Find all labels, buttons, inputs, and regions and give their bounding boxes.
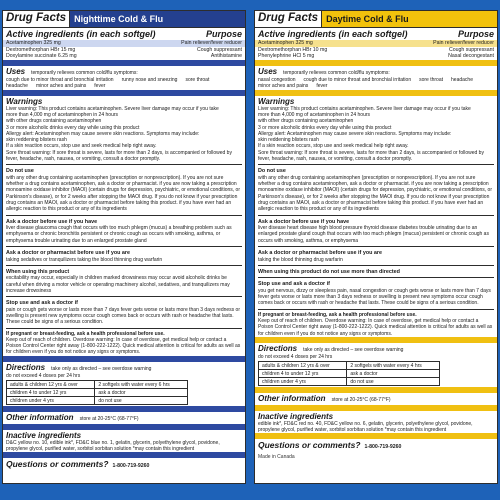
divider bbox=[6, 215, 242, 216]
divider bbox=[258, 246, 494, 247]
ask-doctor-heading: Ask a doctor before use if you have bbox=[6, 218, 98, 225]
allergy-end: If a skin reaction occurs, stop use and seek medical help right away. bbox=[6, 143, 157, 150]
table-cell: ask a doctor bbox=[95, 389, 188, 397]
nighttime-drug-facts-panel bbox=[2, 10, 246, 484]
directions-heading: Directions bbox=[6, 362, 46, 372]
uses-item: minor aches and pains bbox=[258, 83, 309, 90]
divider bbox=[258, 309, 494, 310]
ingredient-name: Dextromethorphan HBr 10 mg bbox=[258, 46, 328, 53]
uses-section bbox=[3, 66, 245, 77]
warnings-heading: Warnings bbox=[258, 96, 295, 106]
liver-item: with other drugs containing acetaminophen bbox=[6, 118, 102, 125]
title-row bbox=[255, 11, 497, 28]
stop-use-text: pain or cough gets worse or lasts more than 7 days fever gets worse or lasts more than 3 days redness or swelling is present new symptoms occur cough comes back or occurs with rash or headache that lasts. These could be signs of a serious condition. bbox=[6, 306, 241, 326]
table-cell: do not use bbox=[347, 378, 440, 386]
uses-item: sore throat bbox=[419, 77, 444, 84]
table-cell: children 4 to under 12 yrs bbox=[7, 389, 95, 397]
ingredient-purpose: Pain reliever/fever reducer bbox=[181, 40, 242, 46]
ingredient-name: Doxylamine succinate 6.25 mg bbox=[6, 53, 77, 60]
questions-section bbox=[3, 458, 245, 470]
questions-phone: 1-800-719-9260 bbox=[112, 463, 150, 470]
directions-table bbox=[258, 361, 440, 386]
allergy-alert: Allergy alert: Acetaminophen may cause severe skin reactions. Symptoms may include: bbox=[6, 130, 200, 137]
when-using-heading: When using this product bbox=[6, 268, 70, 275]
table-row bbox=[259, 378, 440, 386]
divider bbox=[6, 296, 242, 297]
uses-item: headache bbox=[451, 77, 473, 84]
table-row bbox=[259, 362, 440, 370]
active-label: Active ingredients (in each softgel) bbox=[258, 29, 408, 39]
divider bbox=[6, 265, 242, 266]
ask-doctor-text: liver disease glaucoma cough that occurs with too much phlegm (mucus) a breathing problem such as emphysema or chronic bronchitis persistent or chronic cough as occurs with smoking, asthma, or emphysema trouble urinating due to an enlarged prostate gland bbox=[6, 225, 232, 244]
other-info-text: store at 20-25°C (68-77°F) bbox=[331, 397, 391, 404]
ingredient-purpose: Cough suppressant bbox=[449, 46, 494, 53]
table-cell: children under 4 yrs bbox=[259, 378, 347, 386]
pregnant-warning: If pregnant or breast-feeding, ask a health professional before use. bbox=[258, 311, 417, 318]
inactive-text: D&C yellow no. 10, edible ink*, FD&C blue no. 1, gelatin, glycerin, polyethylene glycol, povidone, propylene glycol, purified water, sorbitol sorbitan solution *may contain this ingredient bbox=[6, 439, 220, 452]
ingredient-row bbox=[255, 53, 497, 60]
directions-text: take only as directed – see overdose warning bbox=[51, 365, 152, 372]
sore-throat-warning: Sore throat warning: If sore throat is severe, lasts for more than 2 days, is accompanied or followed by fever, headache, rash, nausea, or vomiting, consult a doctor promptly. bbox=[6, 149, 232, 163]
ingredient-purpose: Antihistamine bbox=[210, 53, 242, 60]
warnings-heading: Warnings bbox=[6, 96, 43, 106]
table-cell: children under 4 yrs bbox=[7, 397, 95, 405]
uses-item: fever bbox=[94, 83, 106, 90]
divider bbox=[258, 164, 494, 165]
ingredient-row bbox=[3, 53, 245, 60]
liver-item: more than 4,000 mg of acetaminophen in 24 hours bbox=[6, 111, 119, 118]
product-title: Daytime Cold & Flu bbox=[322, 11, 497, 27]
liver-warning: Liver warning: This product contains acetaminophen. Severe liver damage may occur if you take bbox=[258, 105, 471, 112]
other-info-heading: Other information bbox=[258, 394, 326, 404]
stop-use-text: you get nervous, dizzy or sleepless pain, nasal congestion or cough gets worse or lasts more than 7 days fever gets worse or lasts more than 3 days redness or swelling is present new symptoms occur cough comes back or occurs with rash or headache that lasts. These could be signs of a serious condition. bbox=[258, 287, 491, 307]
uses-item: cough due to minor throat and bronchial irritation bbox=[303, 77, 412, 84]
uses-section bbox=[255, 66, 497, 77]
do-not-use-heading: Do not use bbox=[258, 168, 286, 175]
stop-use-heading: Stop use and ask a doctor if bbox=[6, 300, 78, 307]
ingredient-row bbox=[255, 47, 497, 54]
purpose-label: Purpose bbox=[457, 29, 494, 39]
directions-note: do not exceed 4 doses per 24 hrs bbox=[258, 354, 333, 361]
active-ingredients-header bbox=[255, 28, 497, 40]
drug-facts-title: Drug Facts bbox=[255, 11, 322, 27]
allergy-items: skin reddening blisters rash bbox=[6, 137, 67, 144]
table-cell: 2 softgels with water every 6 hrs bbox=[95, 381, 188, 389]
ask-pharmacist-text: taking the blood thinning drug warfarin bbox=[258, 256, 343, 263]
ingredient-name: Acetaminophen 325 mg bbox=[6, 40, 61, 46]
drug-facts-title: Drug Facts bbox=[3, 11, 70, 27]
uses-item: cough due to minor throat and bronchial irritation bbox=[6, 77, 114, 84]
directions-section bbox=[3, 362, 245, 373]
table-row bbox=[7, 381, 188, 389]
allergy-end: If a skin reaction occurs, stop use and seek medical help right away. bbox=[258, 143, 409, 150]
ask-pharmacist-heading: Ask a doctor or pharmacist before use if you are bbox=[6, 250, 131, 257]
liver-item: more than 4,000 mg of acetaminophen in 24 hours bbox=[258, 111, 371, 118]
made-in-label: Made in Canada bbox=[258, 453, 295, 460]
ingredient-name: Dextromethorphan HBr 15 mg bbox=[6, 46, 76, 53]
divider bbox=[6, 164, 242, 165]
ingredient-row bbox=[255, 40, 497, 47]
table-row bbox=[259, 370, 440, 378]
directions-table bbox=[6, 380, 188, 405]
liver-item: 3 or more alcoholic drinks every day while using this product bbox=[6, 124, 140, 131]
questions-heading: Questions or comments? bbox=[6, 459, 109, 470]
ingredient-purpose: Pain reliever/fever reducer bbox=[433, 40, 494, 46]
uses-list bbox=[255, 77, 497, 90]
stop-use-heading: Stop use and ask a doctor if bbox=[258, 281, 330, 288]
other-info-section bbox=[3, 412, 245, 423]
sore-throat-warning: Sore throat warning: If sore throat is severe, lasts for more than 2 days, is accompanied or followed by fever, headache, rash, nausea, or vomiting, consult a doctor promptly. bbox=[258, 149, 484, 163]
inactive-heading: Inactive ingredients bbox=[6, 430, 82, 440]
table-cell: ask a doctor bbox=[347, 370, 440, 378]
inactive-heading: Inactive ingredients bbox=[258, 411, 334, 421]
directions-note: do not exceed 4 doses per 24 hrs bbox=[6, 373, 81, 380]
active-ingredients-header bbox=[3, 28, 245, 40]
liver-item: 3 or more alcoholic drinks every day while using this product bbox=[258, 124, 392, 131]
other-info-section bbox=[255, 393, 497, 404]
allergy-items: skin reddening blisters rash bbox=[258, 137, 319, 144]
questions-phone: 1-800-719-9260 bbox=[364, 444, 402, 451]
uses-heading: Uses bbox=[6, 66, 26, 76]
title-row bbox=[3, 11, 245, 28]
daytime-drug-facts-panel bbox=[254, 10, 498, 484]
ingredient-purpose: Cough suppressant bbox=[197, 46, 242, 53]
table-cell: do not use bbox=[95, 397, 188, 405]
do-not-use-text: with any other drug containing acetaminophen (prescription or nonprescription). If you are not sure whether a drug contains acetaminophen, ask a doctor or pharmacist. if you are now taking a prescription monoamine oxidase inhibitor (MAOI) (certain drugs for depression, psychiatric, or emotional conditions, or Parkinson's disease), or for 2 weeks after stopping the MAOI drug. If you do not know if your prescription drug contains an MAOI, ask a doctor or pharmacist before taking this product. if you have ever had an allergic reaction to this product or any of its ingredients bbox=[258, 174, 492, 213]
questions-heading: Questions or comments? bbox=[258, 440, 361, 451]
uses-item: headache bbox=[6, 83, 28, 90]
ingredient-row bbox=[3, 40, 245, 47]
keep-out-warning: Keep out of reach of children. Overdose warning: In case of overdose, get medical help or contact a Poison Control Center right away (1-800-222-1222). Quick medical attention is critical for adults as well as for children even if you do not notice any signs or symptoms. bbox=[6, 336, 241, 356]
directions-text: take only as directed – see overdose warning bbox=[303, 346, 404, 353]
uses-item: fever bbox=[316, 83, 328, 90]
ingredient-name: Phenylephrine HCl 5 mg bbox=[258, 53, 315, 60]
active-label: Active ingredients (in each softgel) bbox=[6, 29, 156, 39]
do-not-use-heading: Do not use bbox=[6, 168, 34, 175]
uses-item: minor aches and pains bbox=[35, 83, 87, 90]
directions-heading: Directions bbox=[258, 343, 298, 353]
divider bbox=[258, 265, 494, 266]
uses-list bbox=[3, 77, 245, 90]
ask-pharmacist-heading: Ask a doctor or pharmacist before use if you are bbox=[258, 250, 383, 257]
do-not-use-text: with any other drug containing acetaminophen (prescription or nonprescription). If you are not sure whether a drug contains acetaminophen, ask a doctor or pharmacist. if you are now taking a prescription monoamine oxidase inhibitor (MAOI) (certain drugs for depression, psychiatric, or emotional conditions, or Parkinson's disease), or for 2 weeks after stopping the MAOI drug. If you do not know if your prescription drug contains an MAOI, ask a doctor or pharmacist before taking this product. if you have ever had an allergic reaction to this product or any of its ingredients bbox=[6, 174, 240, 213]
pregnant-warning: If pregnant or breast-feeding, ask a health professional before use. bbox=[6, 330, 165, 337]
keep-out-warning: Keep out of reach of children. Overdose warning: In case of overdose, get medical help or contact a Poison Control Center right away (1-800-222-1222). Quick medical attention is critical for adults as well as for children even if you do not notice any signs or symptoms. bbox=[258, 318, 493, 337]
liver-item: with other drugs containing acetaminophen bbox=[258, 118, 354, 125]
divider bbox=[6, 246, 242, 247]
table-cell: 2 softgels with water every 4 hrs bbox=[347, 362, 440, 370]
questions-section bbox=[255, 439, 497, 451]
inactive-text: edible ink*, FD&C red no. 40, FD&C yellow no. 6, gelatin, glycerin, polyethylene glycol, povidone, propylene glycol, purified water, sorbitol sorbitan solution *may contain this ingredient bbox=[258, 420, 473, 434]
directions-section bbox=[255, 343, 497, 354]
other-info-text: store at 20-25°C (68-77°F) bbox=[79, 416, 139, 423]
uses-item: runny nose and sneezing bbox=[121, 77, 178, 84]
other-info-heading: Other information bbox=[6, 413, 74, 423]
when-using-heading: When using this product do not use more than directed bbox=[258, 268, 400, 275]
purpose-label: Purpose bbox=[205, 29, 242, 39]
uses-text: temporarily relieves common cold/flu symptoms: bbox=[283, 69, 390, 76]
ask-doctor-heading: Ask a doctor before use if you have bbox=[258, 218, 350, 225]
table-row bbox=[7, 397, 188, 405]
divider bbox=[6, 328, 242, 329]
liver-warning: Liver warning: This product contains acetaminophen. Severe liver damage may occur if you take bbox=[6, 105, 219, 112]
uses-item: sore throat bbox=[185, 77, 210, 84]
ask-doctor-text: liver disease heart disease high blood pressure thyroid disease diabetes trouble urinating due to an enlarged prostate gland cough that occurs with too much phlegm (mucus) persistent or chronic cough as occurs with smoking, asthma, or emphysema bbox=[258, 225, 489, 244]
ingredient-name: Acetaminophen 325 mg bbox=[258, 40, 313, 46]
ingredient-row bbox=[3, 47, 245, 54]
divider bbox=[258, 277, 494, 278]
uses-heading: Uses bbox=[258, 66, 278, 76]
allergy-alert: Allergy alert: Acetaminophen may cause severe skin reactions. Symptoms may include: bbox=[258, 130, 452, 137]
when-using-text: excitability may occur, especially in children marked drowsiness may occur avoid alcoholic drinks be careful when driving a motor vehicle or operating machinery alcohol, sedatives, and tranquilizers may increase drowsiness bbox=[6, 275, 230, 294]
ingredient-purpose: Nasal decongestant bbox=[448, 53, 494, 60]
uses-item: nasal congestion bbox=[258, 77, 296, 84]
table-cell: children 4 to under 12 yrs bbox=[259, 370, 347, 378]
ask-pharmacist-text: taking sedatives or tranquilizers taking the blood thinning drug warfarin bbox=[6, 256, 163, 263]
divider bbox=[258, 215, 494, 216]
table-cell: adults & children 12 yrs & over bbox=[259, 362, 347, 370]
uses-text: temporarily relieves common cold/flu symptoms: bbox=[31, 69, 138, 76]
table-row bbox=[7, 389, 188, 397]
product-title: Nighttime Cold & Flu bbox=[70, 11, 245, 27]
table-cell: adults & children 12 yrs & over bbox=[7, 381, 95, 389]
